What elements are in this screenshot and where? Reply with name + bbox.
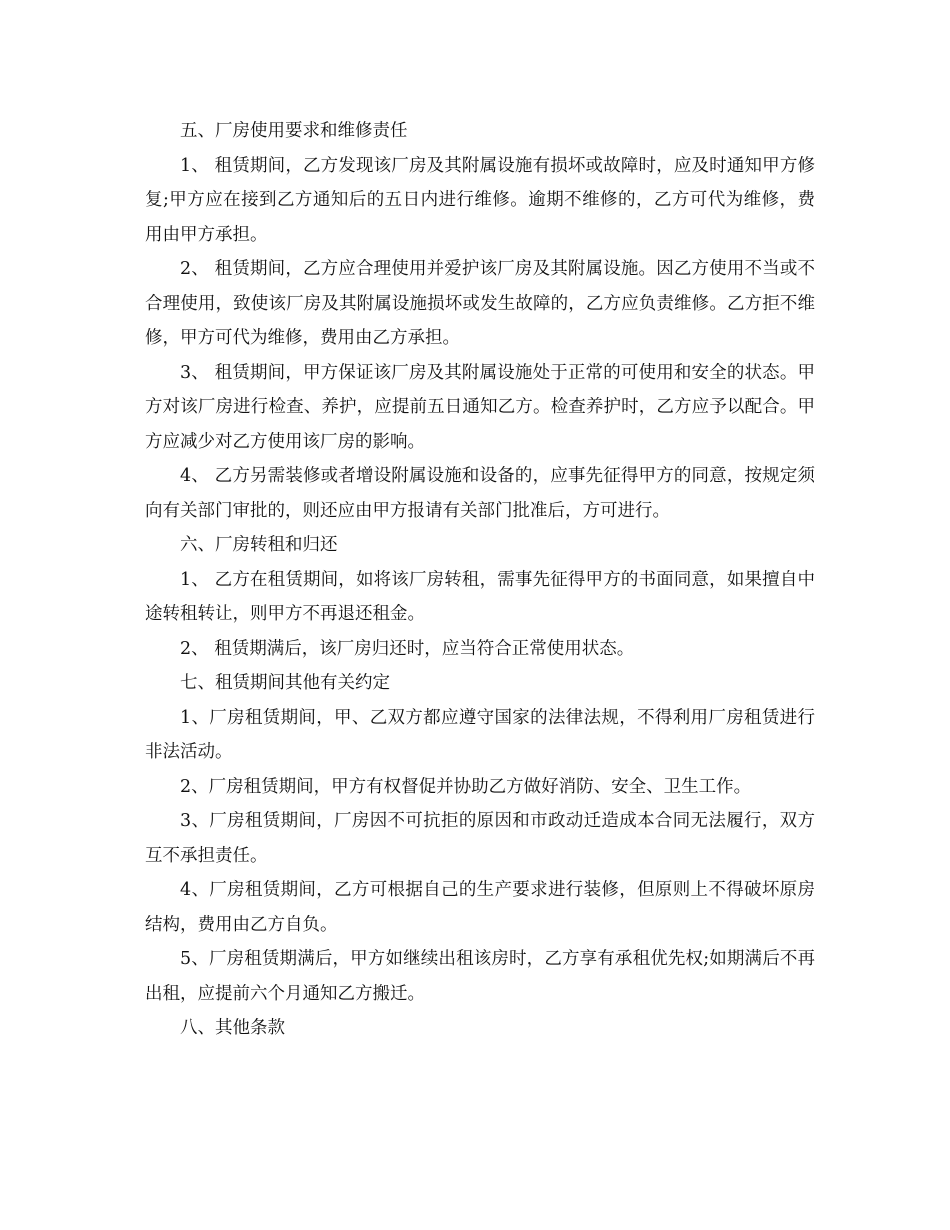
clause-paragraph: 2、 租赁期满后，该厂房归还时，应当符合正常使用状态。	[180, 638, 635, 659]
clause-paragraph: 1、 乙方在租赁期间，如将该厂房转租，需事先征得甲方的书面同意，如果擅自中途转租转让，则甲方不再退还租金。	[145, 569, 815, 624]
clause-paragraph: 4、厂房租赁期间，乙方可根据自己的生产要求进行装修，但原则上不得破坏原房结构，费用由乙方自负。	[145, 880, 815, 935]
section-heading-8: 八、其他条款	[180, 1018, 285, 1038]
clause-paragraph: 1、厂房租赁期间，甲、乙双方都应遵守国家的法律法规，不得利用厂房租赁进行非法活动。	[145, 707, 815, 762]
clause-paragraph: 2、 租赁期间，乙方应合理使用并爱护该厂房及其附属设施。因乙方使用不当或不合理使用，致使该厂房及其附属设施损坏或发生故障的，乙方应负责维修。乙方拒不维修，甲方可代为维修，费用由乙方承担。	[145, 259, 815, 348]
section-heading-7: 七、租赁期间其他有关约定	[180, 673, 390, 693]
section-heading-5: 五、厂房使用要求和维修责任	[180, 121, 408, 141]
clause-paragraph: 1、 租赁期间，乙方发现该厂房及其附属设施有损坏或故障时，应及时通知甲方修复;甲方应在接到乙方通知后的五日内进行维修。逾期不维修的，乙方可代为维修，费用由甲方承担。	[145, 155, 815, 245]
clause-paragraph: 3、 租赁期间，甲方保证该厂房及其附属设施处于正常的可使用和安全的状态。甲方对该厂房进行检查、养护，应提前五日通知乙方。检查养护时，乙方应予以配合。甲方应减少对乙方使用该厂房的影响。	[145, 362, 815, 452]
clause-paragraph: 2、厂房租赁期间，甲方有权督促并协助乙方做好消防、安全、卫生工作。	[180, 776, 752, 797]
clause-paragraph: 5、厂房租赁期满后，甲方如继续出租该房时，乙方享有承租优先权;如期满后不再出租，应提前六个月通知乙方搬迁。	[145, 949, 815, 1004]
document-body	[145, 114, 815, 1046]
clause-paragraph: 3、厂房租赁期间，厂房因不可抗拒的原因和市政动迁造成本合同无法履行，双方互不承担责任。	[145, 811, 815, 866]
section-heading-6: 六、厂房转租和归还	[180, 535, 338, 555]
clause-paragraph: 4、 乙方另需装修或者增设附属设施和设备的，应事先征得甲方的同意，按规定须向有关部门审批的，则还应由甲方报请有关部门批准后，方可进行。	[145, 466, 815, 521]
